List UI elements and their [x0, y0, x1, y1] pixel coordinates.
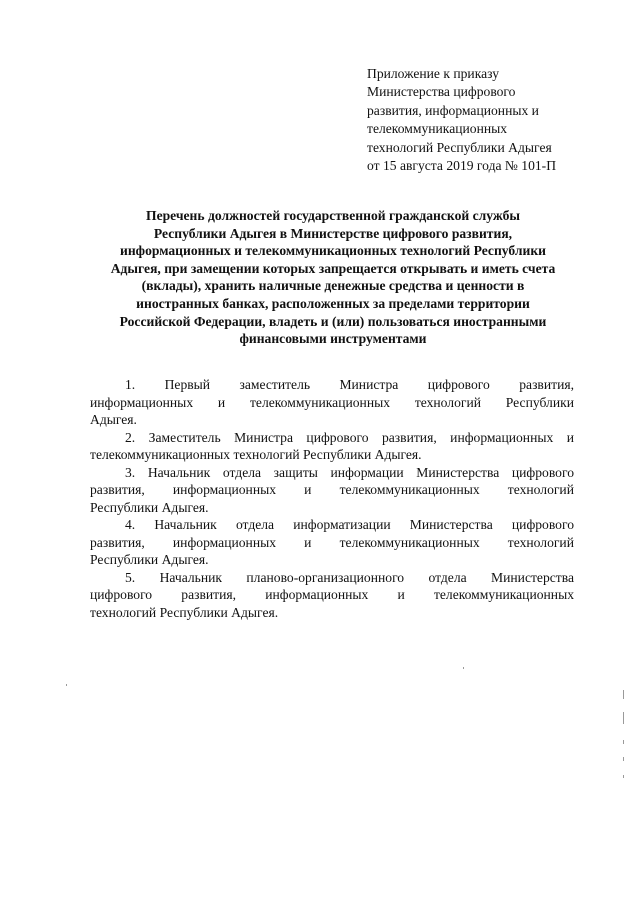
list-item-line: Адыгея.: [90, 412, 137, 427]
list-item-line: технологий Республики Адыгея.: [90, 604, 279, 620]
approval-header: [367, 65, 607, 175]
title-line: Республики Адыгея в Министерстве цифрового развития,: [153, 225, 513, 241]
list-item-line: развития, информационных и телекоммуникационных технологий: [90, 482, 574, 497]
title-line: информационных и телекоммуникационных технологий Республики: [120, 243, 546, 259]
list-item-line: 1. Первый заместитель Министра цифрового развития,: [125, 377, 574, 392]
list-item: [90, 569, 574, 622]
approval-header-line: технологий Республики Адыгея: [367, 139, 552, 155]
list-item-line: Республики Адыгея.: [90, 552, 209, 567]
list-item-line: информационных и телекоммуникационных технологий Республики: [90, 394, 574, 410]
positions-list: [90, 376, 574, 621]
approval-header-line: от 15 августа 2019 года № 101-П: [367, 158, 557, 174]
approval-header-line: Министерства цифрового: [367, 84, 516, 100]
list-item: [90, 376, 574, 429]
scan-artifact: [623, 712, 624, 724]
list-item-line: телекоммуникационных технологий Республики Адыгея.: [90, 447, 422, 462]
list-item-line: цифрового развития, информационных и телекоммуникационных: [90, 587, 574, 602]
approval-header-line: телекоммуникационных: [367, 121, 508, 137]
document-title: [85, 207, 581, 348]
title-line: Российской Федерации, владеть и (или) пользоваться иностранными: [119, 313, 547, 329]
title-line: финансовыми инструментами: [239, 331, 427, 347]
title-line: иностранных банках, расположенных за пределами территории: [136, 295, 530, 311]
approval-header-line: Приложение к приказу: [367, 66, 500, 81]
scan-artifact: [623, 775, 624, 778]
scan-artifact: [623, 757, 624, 761]
title-line: (вклады), хранить наличные денежные средства и ценности в: [141, 278, 525, 294]
list-item-line: Республики Адыгея.: [90, 499, 209, 515]
scan-artifact: [623, 690, 624, 699]
approval-header-line: развития, информационных и: [367, 102, 539, 118]
list-item: [90, 429, 574, 464]
list-item-line: 4. Начальник отдела информатизации Министерства цифрового: [125, 517, 574, 532]
scan-artifact: [463, 667, 464, 669]
list-item: [90, 516, 574, 569]
list-item-line: развития, информационных и телекоммуникационных технологий: [90, 534, 574, 550]
list-item-line: 3. Начальник отдела защиты информации Министерства цифрового: [125, 464, 574, 480]
list-item: [90, 464, 574, 517]
scan-artifact: [623, 740, 624, 744]
scan-artifact: [66, 684, 67, 686]
list-item-line: 2. Заместитель Министра цифрового развития, информационных и: [125, 429, 574, 445]
title-line: Перечень должностей государственной гражданской службы: [146, 208, 520, 223]
title-line: Адыгея, при замещении которых запрещается открывать и иметь счета: [110, 260, 556, 276]
list-item-line: 5. Начальник планово-организационного отдела Министерства: [125, 569, 574, 585]
